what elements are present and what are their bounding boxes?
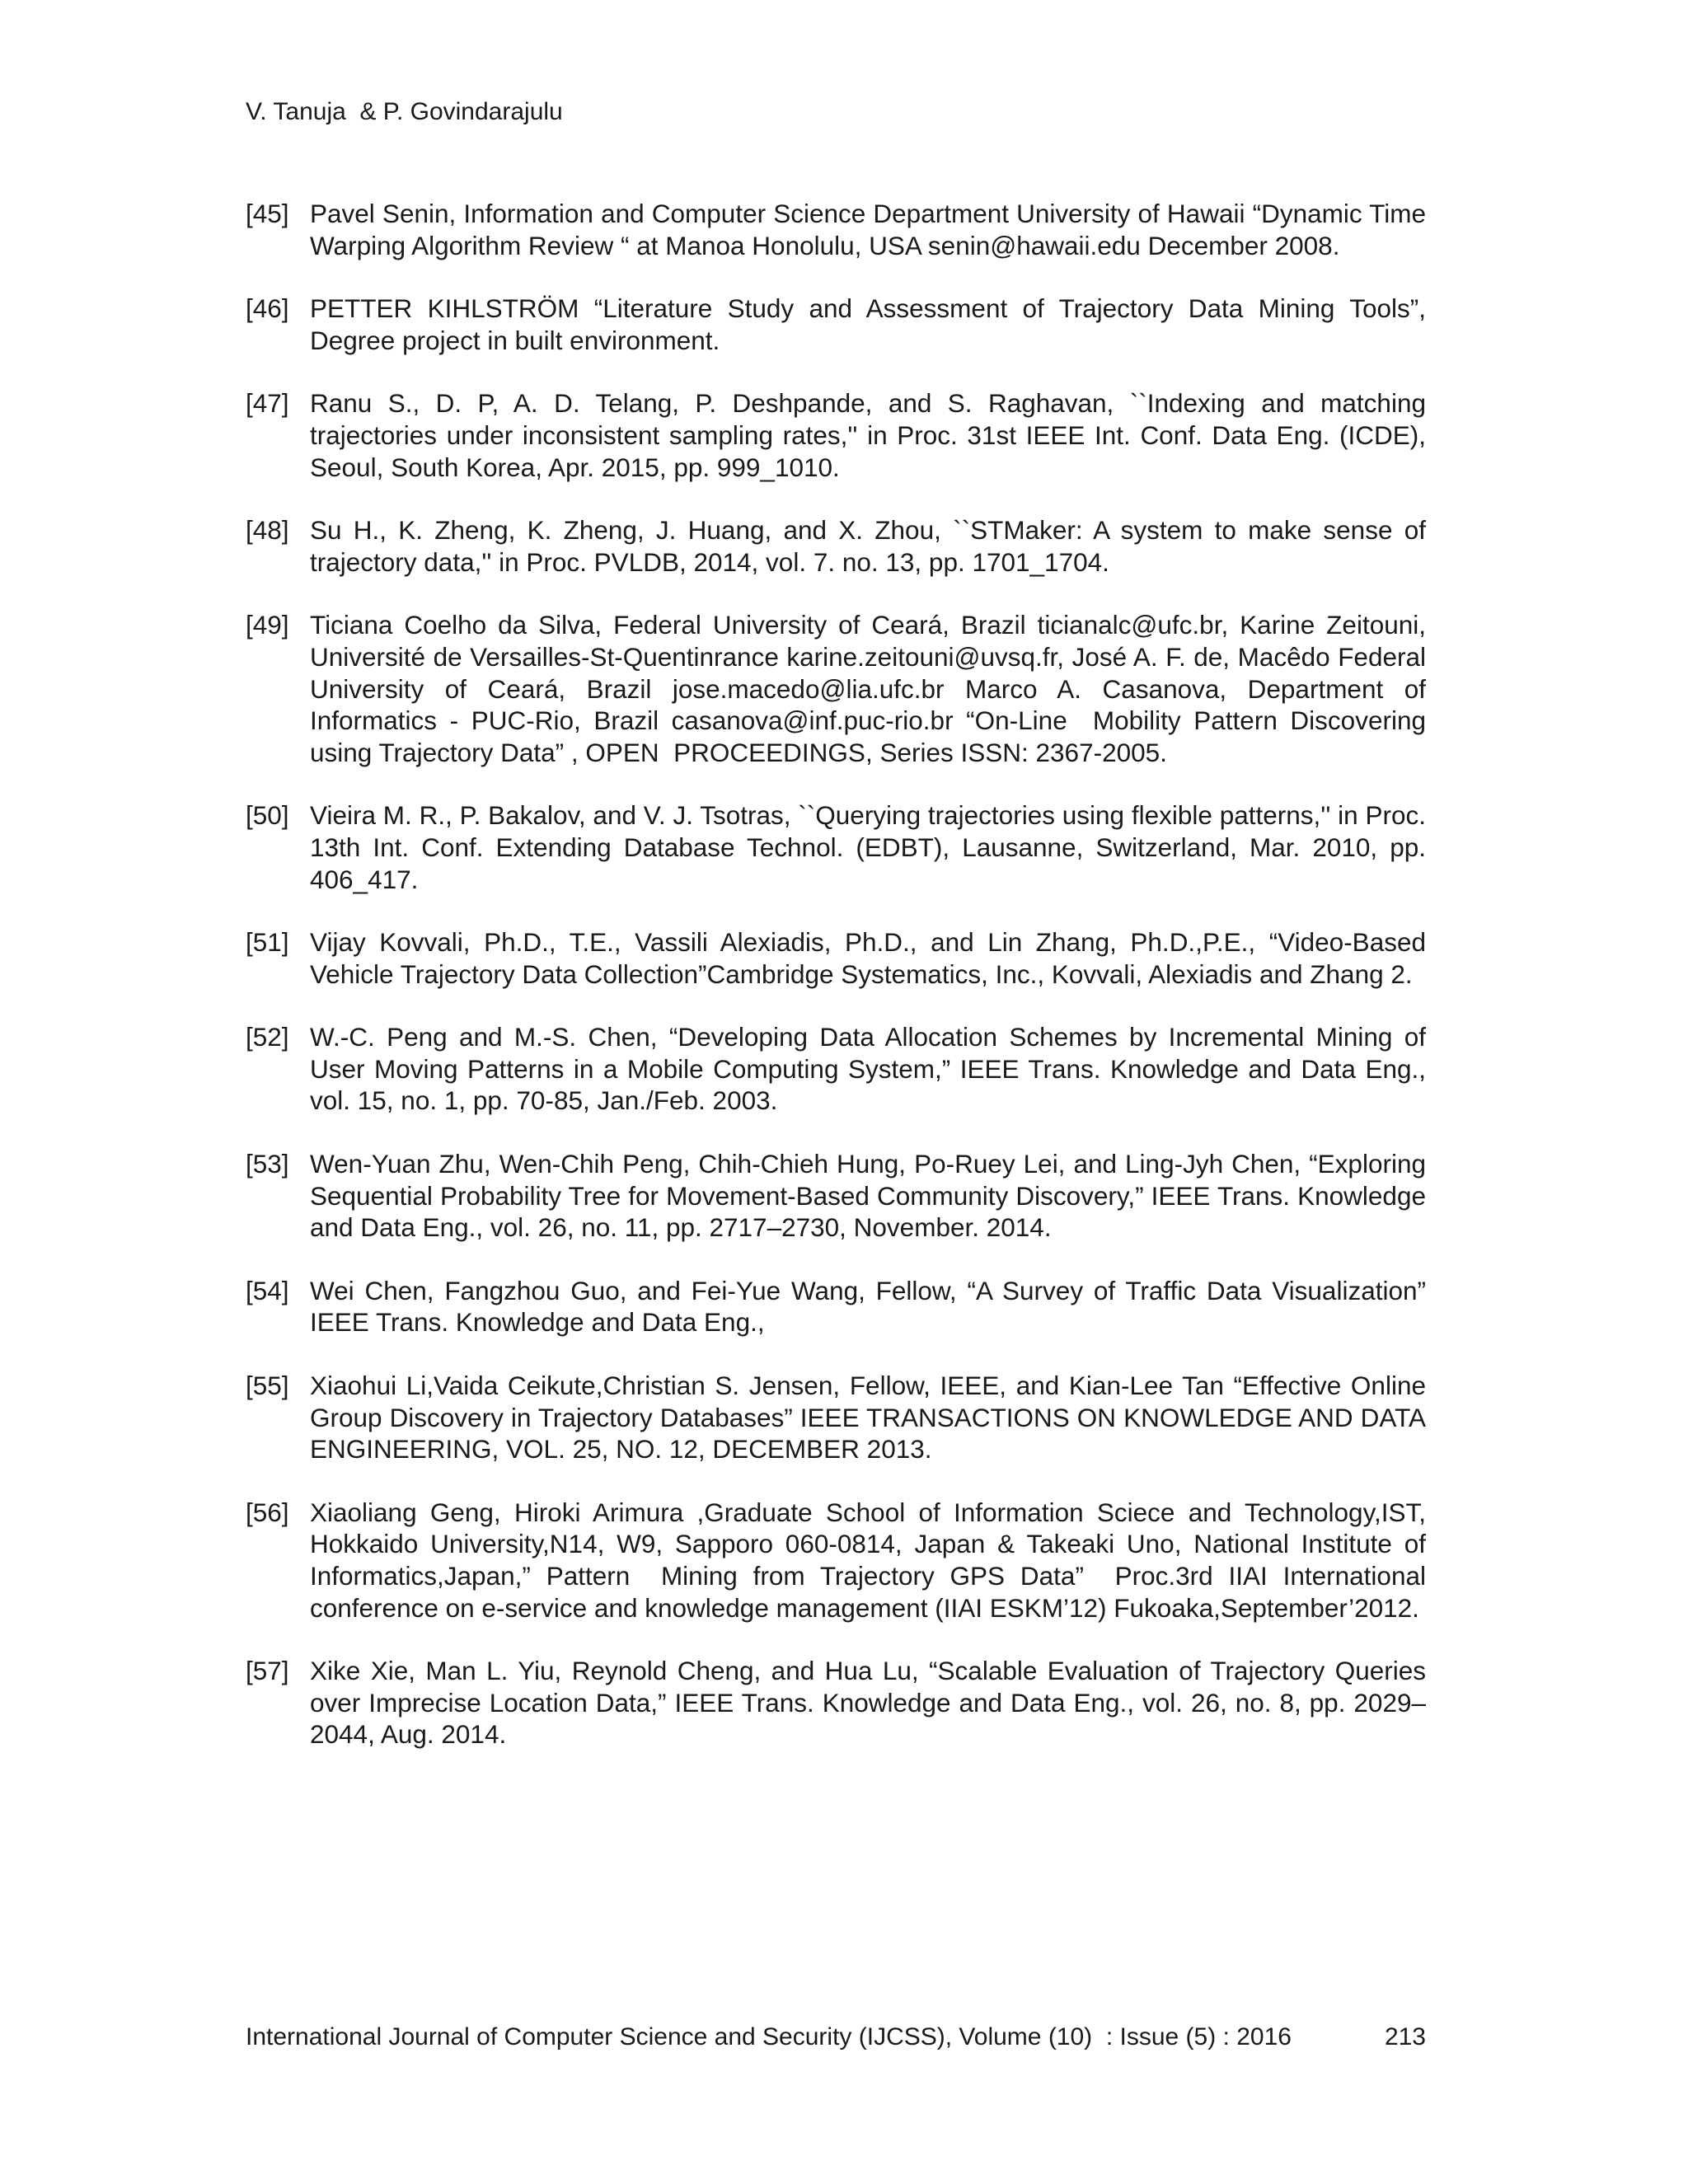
reference-item [246, 926, 1433, 990]
reference-item [246, 1275, 1441, 1338]
reference-item [246, 1148, 1433, 1244]
reference-text: Xiaoliang Geng, Hiroki Arimura ,Graduate School of Information Sciece and Technology,IST, Hokkaido University,N14, W9, Sapporo 060-0814, Japan & Takeaki Uno, National Institute of Informatics,Japan,” Pattern Mining from Trajectory GPS Data” Proc.3rd IIAI International conference on e-service and knowledge management (IIAI ESKM’12) Fukoaka,September’2012. [310, 1497, 1433, 1623]
reference-text: Pavel Senin, Information and Computer Science Department University of Hawaii “Dynamic Time Warping Algorithm Review “ at Manoa Honolulu, USA senin@hawaii.edu December 2008. [310, 199, 1433, 260]
reference-list [246, 198, 1441, 1782]
reference-number: [57] [246, 1656, 289, 1686]
reference-text: Xiaohui Li,Vaida Ceikute,Christian S. Jensen, Fellow, IEEE, and Kian-Lee Tan “Effective Online Group Discovery in Trajectory Databases” IEEE TRANSACTIONS ON KNOWLEDGE AND DATA ENGINEERING, VOL. 25, NO. 12, DECEMBER 2013. [310, 1371, 1433, 1465]
reference-item [246, 1370, 1433, 1465]
reference-number: [52] [246, 1022, 289, 1052]
reference-number: [48] [246, 515, 289, 546]
reference-text: Wei Chen, Fangzhou Guo, and Fei-Yue Wang, Fellow, “A Survey of Traffic Data Visualization” IEEE Trans. Knowledge and Data Eng., [310, 1275, 1441, 1338]
running-header-authors: V. Tanuja & P. Govindarajulu [246, 98, 563, 125]
footer-page-number: 213 [1384, 2023, 1426, 2050]
reference-number: [51] [246, 927, 289, 958]
footer-journal-citation: International Journal of Computer Science and Security (IJCSS), Volume (10) : Issue (5) : 2016 [246, 2023, 1292, 2050]
reference-text: PETTER KIHLSTRÖM “Literature Study and Assessment of Trajectory Data Mining Tools”, Degree project in built environment. [310, 293, 1433, 355]
reference-item [246, 1497, 1433, 1624]
reference-item [246, 198, 1433, 261]
reference-text: Ticiana Coelho da Silva, Federal University of Ceará, Brazil ticianalc@ufc.br, Karine Zeitouni, Université de Versailles-St-Quentinrance karine.zeitouni@uvsq.fr, José A. F. de, Macêdo Federal University of Ceará, Brazil jose.macedo@lia.ufc.br Marco A. Casanova, Department of Informatics - PUC-Rio, Brazil casanova@inf.puc-rio.br “On-Line Mobility Pattern Discovering using Trajectory Data” , OPEN PROCEEDINGS, Series ISSN: 2367-2005. [310, 610, 1433, 767]
reference-item [246, 799, 1433, 895]
reference-item [246, 1021, 1433, 1117]
reference-number: [53] [246, 1149, 289, 1179]
reference-item [246, 609, 1433, 768]
reference-text: Vijay Kovvali, Ph.D., T.E., Vassili Alexiadis, Ph.D., and Lin Zhang, Ph.D.,P.E., “Video-Based Vehicle Trajectory Data Collection”Cambridge Systematics, Inc., Kovvali, Alexiadis and Zhang 2. [310, 927, 1433, 989]
reference-number: [47] [246, 388, 289, 419]
reference-item [246, 1655, 1433, 1750]
reference-text: Wen-Yuan Zhu, Wen-Chih Peng, Chih-Chieh Hung, Po-Ruey Lei, and Ling-Jyh Chen, “Exploring Sequential Probability Tree for Movement-Based Community Discovery,” IEEE Trans. Knowledge and Data Eng., vol. 26, no. 11, pp. 2717–2730, November. 2014. [310, 1149, 1433, 1243]
reference-number: [45] [246, 199, 289, 228]
reference-number: [55] [246, 1371, 289, 1401]
reference-number: [49] [246, 610, 289, 640]
reference-text: Su H., K. Zheng, K. Zheng, J. Huang, and X. Zhou, ``STMaker: A system to make sense of trajectory data,'' in Proc. PVLDB, 2014, vol. 7. no. 13, pp. 1701_1704. [310, 515, 1433, 577]
reference-text: Xike Xie, Man L. Yiu, Reynold Cheng, and Hua Lu, “Scalable Evaluation of Trajectory Queries over Imprecise Location Data,” IEEE Trans. Knowledge and Data Eng., vol. 26, no. 8, pp. 2029–2044, Aug. 2014. [310, 1656, 1433, 1750]
reference-text: W.-C. Peng and M.-S. Chen, “Developing Data Allocation Schemes by Incremental Mining of User Moving Patterns in a Mobile Computing System,” IEEE Trans. Knowledge and Data Eng., vol. 15, no. 1, pp. 70-85, Jan./Feb. 2003. [310, 1022, 1433, 1116]
reference-text: Ranu S., D. P, A. D. Telang, P. Deshpande, and S. Raghavan, ``Indexing and matching trajectories under inconsistent sampling rates,'' in Proc. 31st IEEE Int. Conf. Data Eng. (ICDE), Seoul, South Korea, Apr. 2015, pp. 999_1010. [310, 388, 1433, 482]
reference-item [246, 514, 1433, 578]
reference-number: [56] [246, 1497, 289, 1527]
reference-text: Vieira M. R., P. Bakalov, and V. J. Tsotras, ``Querying trajectories using flexible patterns,'' in Proc. 13th Int. Conf. Extending Database Technol. (EDBT), Lausanne, Switzerland, Mar. 2010, pp. 406_417. [310, 800, 1433, 894]
reference-item [246, 387, 1433, 483]
reference-number: [54] [246, 1275, 289, 1305]
reference-item [246, 293, 1433, 356]
reference-number: [46] [246, 293, 289, 324]
reference-number: [50] [246, 800, 289, 831]
